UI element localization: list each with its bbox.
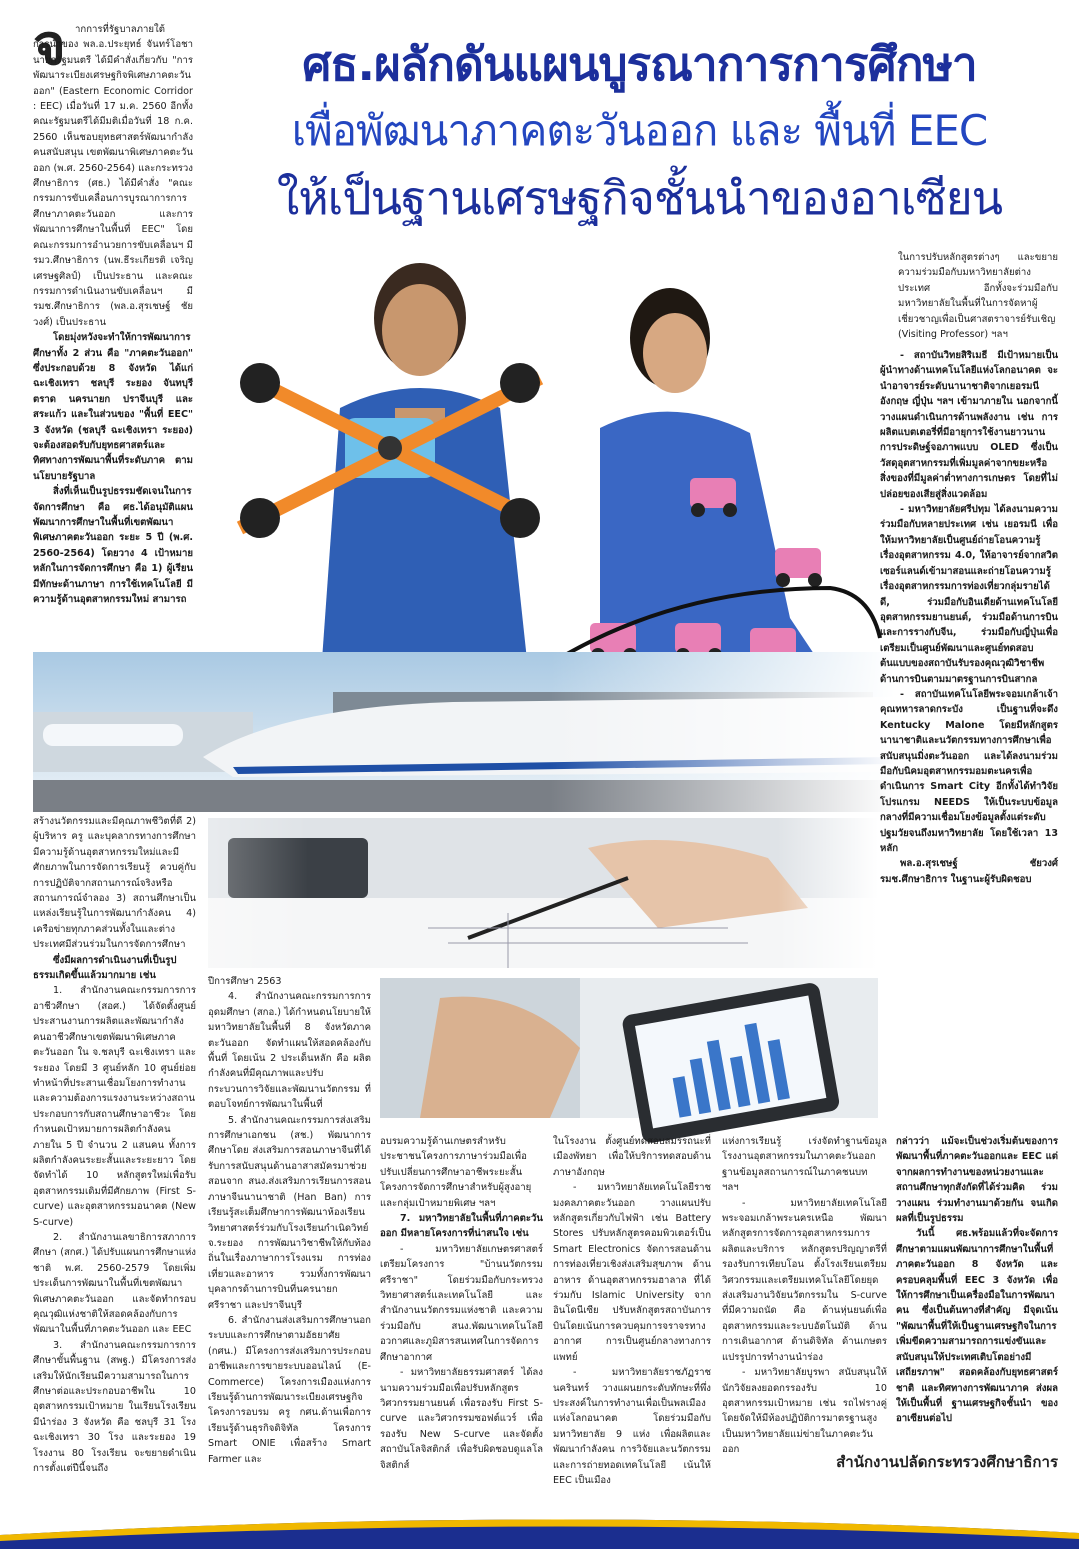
col4-para-2: - มหาวิทยาลัยเทคโนโลยีราชมงคลภาคตะวันออก วางแผนปรับหลักสูตรเกี่ยวกับไฟฟ้า เช่น Battery Stores ปรับหลักสูตรคอมพิวเตอร์เป็น Smart Electronics จัดการสอนด้านการท่องเที่ยวเชิงส่งเสริมสุขภาพ ด้านอาหาร ด้านอุตสาหกรรมฮาลาล ที่ได้ร่วมกับ Islamic University จากอินโดนีเซีย ปรับหลักสูตรสถาบันการบินโดยเน้นการควบคุมการจราจรทางอากาศ การเป็นศูนย์กลางทางการแพทย์: [553, 1182, 711, 1363]
drafting-illustration: [208, 818, 878, 968]
footer-swoosh: [0, 1509, 1079, 1549]
col6-para-2: วันนี้ ศธ.พร้อมแล้วที่จะจัดการศึกษาตามแผนพัฒนาการศึกษาในพื้นที่ภาคตะวันออก 8 จังหวัด และครอบคลุมพื้นที่ EEC 3 จังหวัด เพื่อให้การศึกษาเป็นเครื่องมือในการพัฒนาคน ซึ่งเป็นต้นทางที่สำคัญ มีจุดเน้น "พัฒนาพื้นที่ให้เป็นฐานเศรษฐกิจในการเพิ่มขีดความสามารถการแข่งขันและสนับสนุนให้ประเทศเติบโตอย่างมีเสถียรภาพ" สอดคล้องกับยุทธศาสตร์ชาติ และทิศทางการพัฒนาภาค ส่งผลให้เป็นพื้นที่ ฐานเศรษฐกิจชั้นนำ ของอาเซียนต่อไป: [896, 1228, 1058, 1425]
right-para-minister: พล.อ.สุรเชษฐ์ ชัยวงศ์ รมช.ศึกษาธิการ ในฐานะผู้รับผิดชอบ: [880, 858, 1058, 885]
left-lower-para-4: 2. สำนักงานเลขาธิการสภาการศึกษา (สกศ.) ได้ปรับแผนการศึกษาแห่งชาติ พ.ศ. 2560-2579 โดยเพิ่มประเด็นการพัฒนาในพื้นที่เขตพัฒนาพิเศษภาคตะวันออก และจัดทำกรอบคุณวุฒิแห่งชาติให้สอดคล้องกับการพัฒนาในพื้นที่ภาคตะวันออก และ EEC: [33, 1231, 196, 1336]
col2-para-2: 5. สำนักงานคณะกรรมการส่งเสริมการศึกษาเอกชน (สช.) พัฒนาการศึกษาโดย ส่งเสริมการสอนภาษาจีนที่ได้รับการสนับสนุนด้านอาสาสมัครมาช่วยสอนจาก สนง.ส่งเสริมการเรียนการสอนภาษาจีนนานาชาติ (Han Ban) การเรียนรู้สะเต็มศึกษาการพัฒนาห้องเรียนวิทยาศาสตร์ร่วมกับโรงเรียนกำเนิดวิทย์ จ.ระยอง การพัฒนาวิชาชีพให้กับท้องถิ่นในเรื่องภาษาการโรงแรม การท่องเที่ยวและอาหาร รวมทั้งการพัฒนาบุคลากรด้านการบินที่นครนายก ศรีราชา และปราจีนบุรี: [208, 1114, 371, 1311]
intro-para-1: ากการที่รัฐบาลภายใต้การนำของ พล.อ.ประยุทธ์ จันทร์โอชา นายกรัฐมนตรี ได้มีคำสั่งเกี่ยวกับ "การพัฒนาระเบียงเศรษฐกิจพิเศษภาคตะวันออก" (Eastern Economic Corridor : EEC) เมื่อวันที่ 17 ม.ค. 2560 อีกทั้งคณะรัฐมนตรีได้มีมติเมื่อวันที่ 18 ก.ค. 2560 เห็นชอบยุทธศาสตร์พัฒนากำลังคนสนับสนุน เขตพัฒนาพิเศษภาคตะวันออก (พ.ศ. 2560-2564) และกระทรวงศึกษาธิการ (ศธ.) ได้มีคำสั่ง "คณะกรรมการขับเคลื่อนการบูรณาการการศึกษาภาคตะวันออก และการพัฒนาการศึกษาในพื้นที่ EEC" โดยคณะกรรมการอำนวยการขับเคลื่อนฯ มี รมว.ศึกษาธิการ (นพ.ธีระเกียรติ เจริญเศรษฐศิลป์) เป็นประธาน และคณะกรรมการดำเนินงานขับเคลื่อนฯ มี รมช.ศึกษาธิการ (พล.อ.สุรเชษฐ์ ชัยวงศ์) เป็นประธาน: [33, 24, 193, 328]
left-lower-para-1: สร้างนวัตกรรมและมีคุณภาพชีวิตที่ดี 2) ผู้บริหาร ครู และบุคลากรทางการศึกษามีความรู้ด้านอุตสาหกรรมใหม่และมีศักยภาพในการจัดการเรียนรู้ ควบคู่กับการปฏิบัติจากสถานการณ์จริงหรือสถานการณ์จำลอง 3) สถานศึกษาเป็นแหล่งเรียนรู้ในการพัฒนากำลังคน 4) เครือข่ายทุกภาคส่วนทั้งในและต่างประเทศมีส่วนร่วมในการจัดการศึกษา: [33, 816, 196, 951]
col3-para-1: อบรมความรู้ด้านเกษตรสำหรับประชาชนโครงการภาษาร่วมมือเพื่อปรับเปลี่ยนการศึกษาอาชีพระยะสั้น โครงการจัดการศึกษาสำหรับผู้สูงอายุและกลุ่มเป้าหมายพิเศษ ฯลฯ: [380, 1136, 532, 1209]
right-middle-column: [880, 348, 1058, 928]
train-illustration: [33, 652, 895, 812]
train-photo: [33, 652, 895, 812]
col2-para-1: 4. สำนักงานคณะกรรมการการอุดมศึกษา (สกอ.) ได้กำหนดนโยบายให้มหาวิทยาลัยในพื้นที่ 8 จังหวัดภาคตะวันออก จัดทำแผนให้สอดคล้องกับพื้นที่ โดยเน้น 2 ประเด็นหลัก คือ ผลิตกำลังคนที่มีคุณภาพและปรับกระบวนการวิจัยและพัฒนานวัตกรรม ที่ตอบโจทย์การพัฒนาในพื้นที่: [208, 991, 371, 1111]
left-lower-column: [33, 814, 196, 1492]
col2-para-3: 6. สำนักงานส่งเสริมการศึกษานอกระบบและการศึกษาตามอัธยาศัย (กศน.) มีโครงการส่งเสริมการประกอบอาชีพและการขายระบบออนไลน์ (E-Commerce) โครงการเมืองแห่งการเรียนรู้ด้านการพัฒนาระเบียงเศรษฐกิจโครงการอบรม ครู กศน.ด้านเพื่อการเรียนรู้ด้านธุรกิจดิจิทัล โครงการ Smart ONIE เพื่อสร้าง Smart Farmer และ: [208, 1314, 371, 1465]
col6-para-1: กล่าวว่า แม้จะเป็นช่วงเริ่มต้นของการพัฒนาพื้นที่ภาคตะวันออกและ EEC แต่จากผลการทำงานของหน่วยงานและสถานศึกษาทุกสังกัดที่ได้ร่วมคิด ร่วมวางแผน ร่วมทำงานมาด้วยกัน จนเกิดผลที่เป็นรูปธรรม: [896, 1136, 1058, 1225]
col5-para-3: - มหาวิทยาลัยบูรพา สนับสนุนให้นักวิจัยลงยอดกรรองรับ 10 อุตสาหกรรมเป้าหมาย เช่น รถไฟรางคู่ โดยจัดให้มีห้องปฏิบัติการมาตรฐานสูง เป็นมหาวิทยาลัยแม่ข่ายในภาคตะวันออก: [722, 1367, 887, 1456]
right-para-spu: - มหาวิทยาลัยศรีปทุม ได้ลงนามความร่วมมือกับหลายประเทศ เช่น เยอรมนี เพื่อให้มหาวิทยาลัยเป็นศูนย์ถ่ายโอนความรู้เรื่องอุตสาหกรรม 4.0, ให้อาจารย์จากสวิตเซอร์แลนด์เข้ามาสอนและถ่ายโอนความรู้เรื่องอุตสาหกรรมการท่องเที่ยวกลุ่มรายได้ดี, ร่วมมือกับอินเดียด้านเทคโนโลยีอุตสาหกรรมยานยนต์, ร่วมมือด้านการบินและการรางกับจีน, ร่วมมือกับญี่ปุ่นเพื่อเตรียมเป็นศูนย์พัฒนาและศูนย์ทดสอบต้นแบบของสถาบันรับรองคุณวุฒิวิชาชีพด้านการบินตามมาตรฐานการบินสากล: [880, 504, 1058, 685]
tablet-illustration: [380, 978, 878, 1118]
intro-column: [33, 22, 193, 630]
right-para-vistec: - สถาบันวิทยสิริเมธี มีเป้าหมายเป็นผู้นำทางด้านเทคโนโลยีแห่งโลกอนาคต จะนำอาจารย์ระดับนานาชาติจากเยอรมนี อังกฤษ ญี่ปุ่น ฯลฯ เข้ามาภายใน นอกจากนี้ วางแผนดำเนินการด้านพลังงาน เช่น การผลิตแบตเตอรี่ที่มีอายุการใช้งานยาวนาน การประดิษฐ์จอภาพแบบ OLED ซึ่งเป็นวัสดุอุตสาหกรรมที่เพิ่มมูลค่าจากขยะหรือสิ่งของที่มีมูลค่าต่ำทางการเกษตร โดยที่ไม่ปล่อยของเสียสู่สิ่งแวดล้อม: [880, 350, 1058, 500]
right-top-column: [898, 250, 1058, 350]
students-photo: [230, 258, 880, 698]
column-4: [553, 1134, 711, 1492]
drop-cap: จ: [33, 13, 66, 78]
left-lower-para-5: 3. สำนักงานคณะกรรมการการศึกษาขั้นพื้นฐาน (สพฐ.) มีโครงการส่งเสริมให้นักเรียนมีความสามารถในการศึกษาต่อและประกอบอาชีพใน 10 อุตสาหกรรมเป้าหมาย ในเรียนโรงเรียนมีนำร่อง 3 จังหวัด คือ ชลบุรี 31 โรง ฉะเชิงเทรา 30 โรง และระยอง 19 โรงงาน 80 โรงเรียน จะขยายดำเนินการตั้งแต่ปีนี้จนถึง: [33, 1339, 196, 1475]
intro-para-2: โดยมุ่งหวังจะทำให้การพัฒนาการศึกษาทั้ง 2 ส่วน คือ "ภาคตะวันออก" ซึ่งประกอบด้วย 8 จังหวัด ได้แก่ ฉะเชิงเทรา ชลบุรี ระยอง จันทบุรี ตราด นครนายก ปราจีนบุรี และสระแก้ว และในส่วนของ "พื้นที่ EEC" 3 จังหวัด (ชลบุรี ฉะเชิงเทรา ระยอง) จะต้องสอดรับกับยุทธศาสตร์และทิศทางการพัฒนาพื้นที่ระดับภาค ตามนโยบายรัฐบาล: [33, 332, 193, 482]
intro-para-3: สิ่งที่เห็นเป็นรูปธรรมชัดเจนในการจัดการศึกษา คือ ศธ.ได้อนุมัติแผนพัฒนาการศึกษาในพื้นที่เขตพัฒนาพิเศษภาคตะวันออก ระยะ 5 ปี (พ.ศ. 2560-2564) โดยวาง 4 เป้าหมายหลักในการจัดการศึกษา คือ 1) ผู้เรียนมีทักษะด้านภาษา การใช้เทคโนโลยี มีความรู้ด้านอุตสาหกรรมใหม่ สามารถ: [33, 486, 193, 606]
footer-wave: [0, 1509, 1079, 1549]
left-lower-para-3: 1. สำนักงานคณะกรรมการการอาชีวศึกษา (สอศ.) ได้จัดตั้งศูนย์ประสานงานการผลิตและพัฒนากำลังคนอาชีวศึกษาเขตพัฒนาพิเศษภาคตะวันออก ใน จ.ชลบุรี ฉะเชิงเทรา และระยอง โดยมี 3 ศูนย์หลัก 10 ศูนย์ย่อย ทำหน้าที่ประสานเชื่อมโยงการทำงานและความต้องการแรงงานระหว่างสถานประกอบการกับสถานศึกษาอาชีวะ โดยกำหนดเป้าหมายการผลิตกำลังคนภายใน 5 ปี จำนวน 2 แสนคน ทั้งการผลิตกำลังคนระยะสั้นและระยะยาว โดยจัดทำได้ 10 หลักสูตรใหม่เพื่อรับอุตสาหกรรมเดิมที่มีศักยภาพ (First S-curve) และอุตสาหกรรมอนาคต (New S-curve): [33, 985, 196, 1228]
headline-line-2: เพื่อพัฒนาภาคตะวันออก และ พื้นที่ EEC: [291, 106, 988, 155]
headline-line-3: ให้เป็นฐานเศรษฐกิจชั้นนำของอาเซียน: [276, 171, 1003, 225]
left-lower-para-2: ซึ่งมีผลการดำเนินงานที่เป็นรูปธรรมเกิดขึ้นแล้วมากมาย เช่น: [33, 954, 177, 982]
tablet-photo: [380, 978, 878, 1118]
students-illustration: [230, 258, 880, 698]
column-5: [722, 1134, 887, 1456]
col5-para-2: - มหาวิทยาลัยเทคโนโลยีพระจอมเกล้าพระนครเหนือ พัฒนาหลักสูตรการจัดการอุตสาหกรรมการผลิตและบริการ หลักสูตรปริญญาตรีที่รองรับการเทียบโอน ตั้งโรงเรียนเตรียมวิศวกรรมและเตรียมเทคโนโลยีโดยยุด ส่งเสริมงานวิจัยนวัตกรรมใน S-curve ที่มีความถนัด คือ ด้านหุ่นยนต์เพื่ออุตสาหกรรมและระบบอัตโนมัติ ด้านการเดินอากาศ ด้านดิจิทัล ด้านเกษตรแปรรูปการทำงานนำร่อง: [722, 1197, 887, 1363]
col3-para-2: 7. มหาวิทยาลัยในพื้นที่ภาคตะวันออก มีหลายโครงการที่น่าสนใจ เช่น: [380, 1213, 543, 1240]
col2-para-0: ปีการศึกษา 2563: [208, 976, 282, 987]
signature: สำนักงานปลัดกระทรวงศึกษาธิการ: [836, 1453, 1058, 1471]
right-top-para: ในการปรับหลักสูตรต่างๆ และขยายความร่วมมือกับมหาวิทยาลัยต่างประเทศ อีกทั้งจะร่วมมือกับมหาวิทยาลัยในพื้นที่ในการจัดหาผู้เชี่ยวชาญเพื่อเป็นศาสตราจารย์รับเชิญ (Visiting Professor) ฯลฯ: [898, 252, 1058, 341]
headline-line-1: ศธ.ผลักดันแผนบูรณาการการศึกษา: [302, 37, 977, 91]
col4-para-1: ในโรงงาน ตั้งศูนย์ทดสอบสมรรถนะที่เมืองพัทยา เพื่อให้บริการทดสอบด้านภาษาอังกฤษ: [553, 1136, 711, 1178]
column-3: [380, 1134, 543, 1492]
column-2: [208, 974, 371, 1492]
col4-para-3: - มหาวิทยาลัยราชภัฏราชนครินทร์ วางแผนยกระดับทักษะที่พึ่งประสงค์ในการทำงานเพื่อเป็นพลเมืองแห่งโลกอนาคต โดยร่วมมือกับมหาวิทยาลัย 9 แห่ง เพื่อผลิตและพัฒนากำลังคน การวิจัยและนวัตกรรม และการถ่ายทอดเทคโนโลยี เน้นให้ EEC เป็นเมือง: [553, 1367, 711, 1486]
col3-para-3: - มหาวิทยาลัยเกษตรศาสตร์ เตรียมโครงการ "บ้านนวัตกรรมศรีราชา" โดยร่วมมือกับกระทรวงวิทยาศาสตร์และเทคโนโลยี และสำนักงานนวัตกรรมแห่งชาติ และความร่วมมือกับ สนง.พัฒนาเทคโนโลยีอวกาศและภูมิสารสนเทศในการจัดการศึกษาอากาศ: [380, 1243, 543, 1363]
column-6: [896, 1134, 1058, 1452]
right-para-kmitl: - สถาบันเทคโนโลยีพระจอมเกล้าเจ้าคุณทหารลาดกระบัง เป็นฐานที่จะดึง Kentucky Malone โดยมีหลักสูตรนานาชาติและนวัตกรรมทางการศึกษาเพื่อสนับสนุนมิ่งตะวันออก และได้ลงนามร่วมมือกับนิคมอุตสาหกรรมอมตะนครเพื่อดำเนินการ Smart City อีกทั้งได้ทำวิจัยโปรแกรม NEEDS ให้เป็นระบบข้อมูลกลางที่มีความเชื่อมโยงข้อมูลตั้งแต่ระดับปฐมวัยจนถึงมหาวิทยาลัย โดยใช้เวลา 13 หลัก: [880, 688, 1058, 854]
drafting-photo: [208, 818, 878, 968]
col3-para-4: - มหาวิทยาลัยธรรมศาสตร์ ได้ลงนามความร่วมมือเพื่อปรับหลักสูตรวิศวกรรมยานยนต์ เพื่อรองรับ First S-curve และวิศวกรรมซอฟต์แวร์ เพื่อรองรับ New S-curve และจัดตั้งสถาบันโลจิสติกส์ เพื่อรับผิดชอบดูแลโลจิสติกส์: [380, 1367, 543, 1471]
col5-para-1: แห่งการเรียนรู้ เร่งจัดทำฐานข้อมูลโรงงานอุตสาหกรรมในภาคตะวันออก ฐานข้อมูลสถานการณ์ในภาคชนบท ฯลฯ: [722, 1136, 887, 1194]
